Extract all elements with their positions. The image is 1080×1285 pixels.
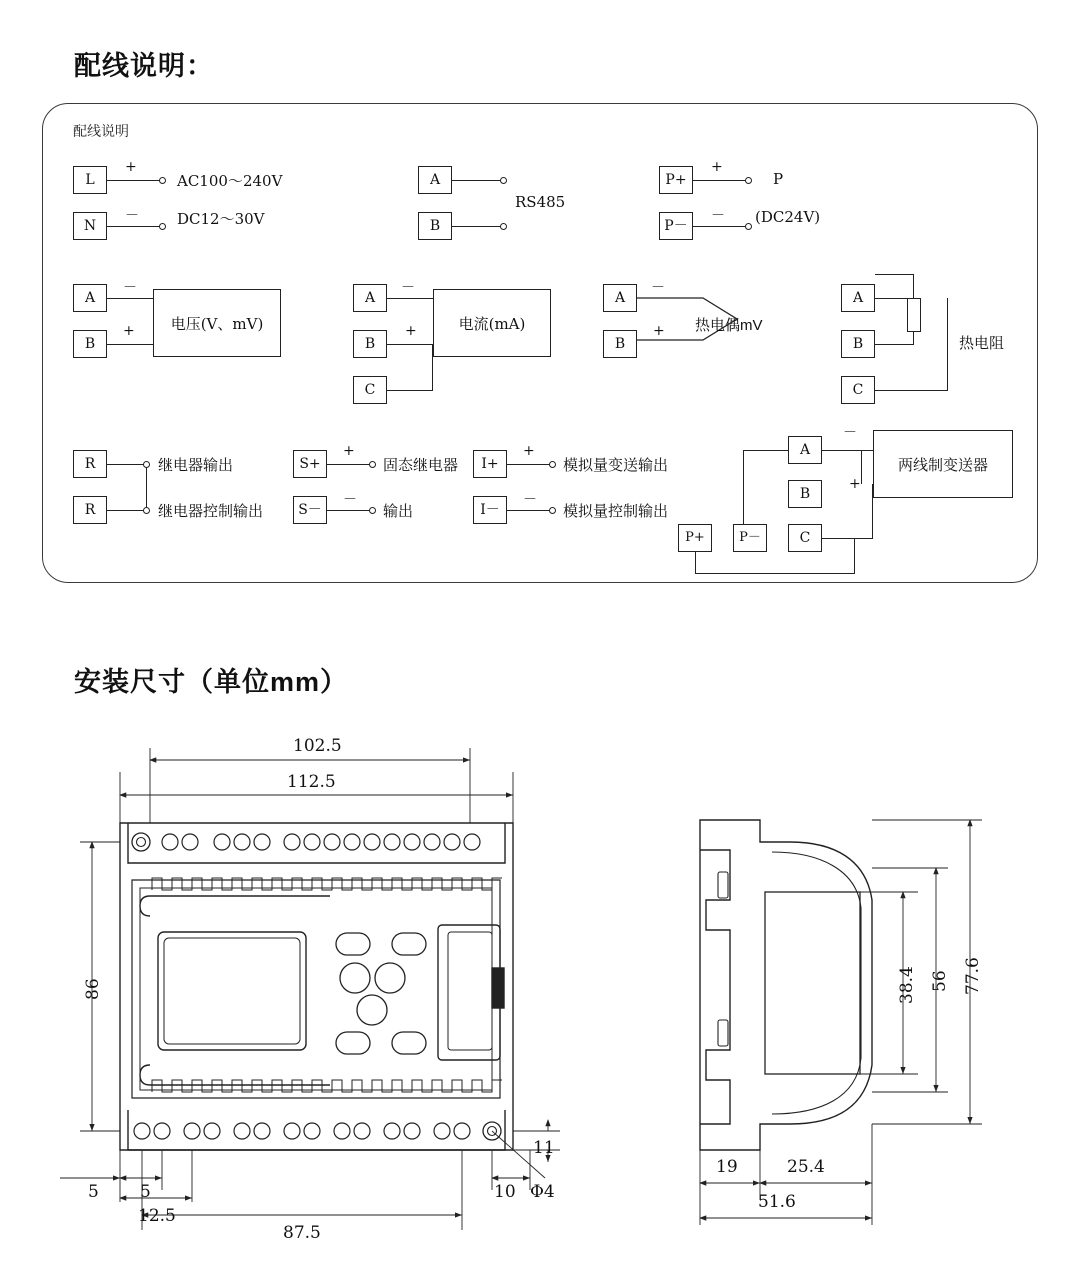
wire-tw-bottom-riser xyxy=(854,538,855,574)
wire-rtd-a xyxy=(875,298,914,299)
label-ac-range: AC100～240V xyxy=(177,172,283,190)
wire-relay-link xyxy=(146,464,147,510)
terminal-rtd-a: A xyxy=(841,284,875,312)
sign-ssr-plus: + xyxy=(343,443,355,459)
terminal-rs485-b: B xyxy=(418,212,452,240)
wire-l xyxy=(107,180,161,181)
wiring-panel-caption: 配线说明 xyxy=(73,123,129,139)
terminal-relay-r1: R xyxy=(73,450,107,478)
wire-current-b xyxy=(387,344,433,345)
terminal-tc-b: B xyxy=(603,330,637,358)
dim-bottom: 87.5 xyxy=(283,1223,321,1243)
wire-ssr-plus xyxy=(327,464,371,465)
label-ssr-output: 输出 xyxy=(383,503,414,520)
label-p-dc24v: (DC24V) xyxy=(755,208,821,226)
wire-tw-a xyxy=(822,450,873,451)
terminal-analog-minus: I－ xyxy=(473,496,507,524)
terminal-ssr-plus: S+ xyxy=(293,450,327,478)
wire-rtd-a-top xyxy=(875,274,914,275)
dim-side-total-depth: 51.6 xyxy=(758,1192,796,1212)
sign-tc-minus: － xyxy=(651,280,665,296)
dim-right-offset: 10 xyxy=(494,1182,516,1202)
terminal-relay-r2: R xyxy=(73,496,107,524)
terminal-current-a: A xyxy=(353,284,387,312)
terminal-rtd-c: C xyxy=(841,376,875,404)
wire-rtd-a-riser xyxy=(913,274,914,299)
wire-tw-a-drop xyxy=(861,450,862,484)
wire-voltage-a xyxy=(107,298,153,299)
node-relay-r1 xyxy=(143,461,150,468)
node-ssr-minus xyxy=(369,507,376,514)
wire-analog-plus xyxy=(507,464,551,465)
node-p-minus xyxy=(745,223,752,230)
label-rs485: RS485 xyxy=(515,193,566,211)
terminal-ssr-minus: S－ xyxy=(293,496,327,524)
node-analog-minus xyxy=(549,507,556,514)
wire-rs485-b xyxy=(452,226,502,227)
sign-p-minus: － xyxy=(711,208,725,224)
sign-current-minus: － xyxy=(401,280,415,296)
dimension-drawings xyxy=(0,720,1080,1280)
node-rs485-b xyxy=(500,223,507,230)
terminal-p-plus: P+ xyxy=(659,166,693,194)
dim-height: 86 xyxy=(83,978,103,1000)
terminal-rs485-a: A xyxy=(418,166,452,194)
sign-tc-plus: + xyxy=(653,323,665,339)
wire-rtd-c xyxy=(875,390,948,391)
terminal-p-minus: P－ xyxy=(659,212,693,240)
terminal-current-c: C xyxy=(353,376,387,404)
dim-left-offset: 12.5 xyxy=(138,1206,176,1226)
terminal-tw-b: B xyxy=(788,480,822,508)
terminal-rtd-b: B xyxy=(841,330,875,358)
terminal-tw-p-minus: P－ xyxy=(733,524,767,552)
dim-side-depth-rear: 25.4 xyxy=(787,1157,825,1177)
wire-current-c xyxy=(387,390,433,391)
sign-voltage-minus: － xyxy=(123,280,137,296)
label-analog-transmit-output: 模拟量变送输出 xyxy=(563,457,669,474)
sign-tw-minus: － xyxy=(843,425,857,441)
wire-analog-minus xyxy=(507,510,551,511)
wire-tw-c-riser xyxy=(872,484,873,538)
wire-tw-pplus-drop xyxy=(695,552,696,574)
terminal-voltage-b: B xyxy=(73,330,107,358)
wire-n xyxy=(107,226,161,227)
sign-power-plus: + xyxy=(125,159,137,175)
sign-tw-plus: + xyxy=(849,476,861,492)
dim-top-inner: 102.5 xyxy=(293,736,342,756)
sign-analog-minus: － xyxy=(523,492,537,508)
label-p: P xyxy=(773,170,784,188)
terminal-analog-plus: I+ xyxy=(473,450,507,478)
wiring-diagram-panel xyxy=(42,103,1038,583)
wire-rtd-c-riser xyxy=(947,298,948,390)
label-relay-output: 继电器输出 xyxy=(158,457,234,474)
terminal-voltage-a: A xyxy=(73,284,107,312)
wire-tw-pminus-top xyxy=(743,450,788,451)
label-voltage-box: 电压(V、mV) xyxy=(153,289,281,357)
dim-side-inner-height: 38.4 xyxy=(897,966,917,1004)
terminal-tw-a: A xyxy=(788,436,822,464)
wire-ssr-minus xyxy=(327,510,371,511)
dim-top-outer: 112.5 xyxy=(287,772,336,792)
sign-power-minus: － xyxy=(125,208,139,224)
node-l xyxy=(159,177,166,184)
dim-left-margin: 5 xyxy=(88,1182,99,1202)
terminal-tw-p-plus: P+ xyxy=(678,524,712,552)
sign-current-plus: + xyxy=(405,323,417,339)
node-analog-plus xyxy=(549,461,556,468)
terminal-tw-c: C xyxy=(788,524,822,552)
dim-side-depth-front: 19 xyxy=(716,1157,738,1177)
wire-rtd-b-riser xyxy=(913,332,914,345)
wire-current-a xyxy=(387,298,433,299)
wire-current-c-riser xyxy=(432,344,433,390)
dim-left-second: 5 xyxy=(140,1182,151,1202)
terminal-N: N xyxy=(73,212,107,240)
wire-relay-r2 xyxy=(107,510,147,511)
label-analog-control-output: 模拟量控制输出 xyxy=(563,503,669,520)
node-relay-r2 xyxy=(143,507,150,514)
node-p-plus xyxy=(745,177,752,184)
sign-ssr-minus: － xyxy=(343,492,357,508)
wire-tw-c xyxy=(822,538,873,539)
page-title-wiring: 配线说明： xyxy=(74,51,214,81)
terminal-L: L xyxy=(73,166,107,194)
label-rtd: 热电阻 xyxy=(959,335,1005,352)
wire-tw-bottom xyxy=(695,573,855,574)
label-relay-control-output: 继电器控制输出 xyxy=(158,503,264,520)
node-n xyxy=(159,223,166,230)
wire-voltage-b xyxy=(107,344,153,345)
dim-right-small: 11 xyxy=(533,1138,555,1158)
wire-relay-r1 xyxy=(107,464,147,465)
rtd-resistor-symbol xyxy=(907,298,921,332)
label-thermocouple: 热电偶mV xyxy=(695,317,763,334)
dim-side-body-height: 56 xyxy=(930,970,950,992)
terminal-current-b: B xyxy=(353,330,387,358)
dim-side-total-height: 77.6 xyxy=(963,957,983,995)
wire-p-plus xyxy=(693,180,747,181)
node-ssr-plus xyxy=(369,461,376,468)
sign-voltage-plus: + xyxy=(123,323,135,339)
label-ssr: 固态继电器 xyxy=(383,457,459,474)
wire-rtd-b xyxy=(875,344,914,345)
label-dc-range: DC12～30V xyxy=(177,210,265,228)
wire-p-minus xyxy=(693,226,747,227)
sign-analog-plus: + xyxy=(523,443,535,459)
page-title-dimensions: 安装尺寸（单位mm） xyxy=(74,667,349,697)
wire-tw-pminus-riser xyxy=(743,450,744,524)
node-rs485-a xyxy=(500,177,507,184)
sign-p-plus: + xyxy=(711,159,723,175)
label-two-wire-transmitter: 两线制变送器 xyxy=(873,430,1013,498)
dim-hole: Φ4 xyxy=(530,1182,555,1202)
label-current-box: 电流(mA) xyxy=(433,289,551,357)
wire-rs485-a xyxy=(452,180,502,181)
terminal-tc-a: A xyxy=(603,284,637,312)
